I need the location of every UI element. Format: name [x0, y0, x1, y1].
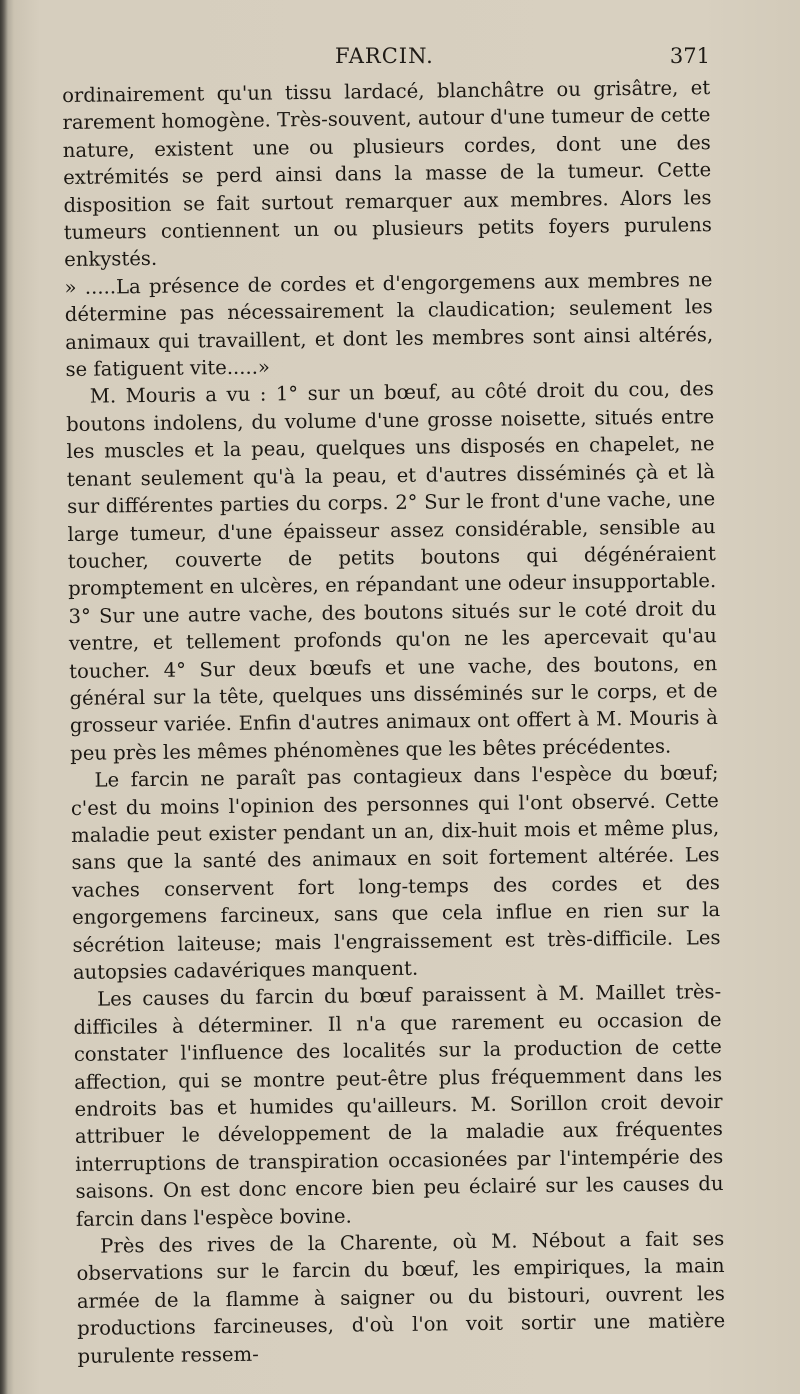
- paragraph-causes: Les causes du farcin du bœuf paraissent à M. Maillet très-difficiles à déterminer. Il n'a que rarement eu occasion de constater l'influence des localités sur la production de cette affection, qui se montre peut-être plus fréquemment dans les endroits bas et humides qu'ailleurs. M. Sorillon croit devoir attribuer le développement de la maladie aux fréquentes interruptions de transpiration occasionées par l'intempérie des saisons. On est donc encore bien peu éclairé sur les causes du farcin dans l'espèce bovine.: [73, 980, 724, 1231]
- page-binding-edge: [0, 0, 8, 1394]
- paragraph-mouris-observations: M. Mouris a vu : 1° sur un bœuf, au côté droit du cou, des boutons indolens, du volume d'une grosse noisette, situés entre les muscles et la peau, quelques uns disposés en chapelet, ne tenant seulement qu'à la peau, et d'autres disséminés çà et là sur différentes parties du corps. 2° Sur le front d'une vache, une large tumeur, d'une épaisseur assez considérable, sensible au toucher, couverte de petits boutons qui dégénéraient promptement en ulcères, en répandant une odeur insupportable. 3° Sur une autre vache, des boutons situés sur le coté droit du ventre, et tellement profonds qu'on ne les apercevait qu'au toucher. 4° Sur deux bœufs et une vache, des boutons, en général sur la tête, quelques uns disséminés sur le corps, et de grosseur variée. Enfin d'autres animaux ont offert à M. Mouris à peu près les mêmes phénomènes que les bêtes précédentes.: [66, 377, 718, 765]
- paragraph-quote-end: » .....La présence de cordes et d'engorgemens aux membres ne détermine pas nécessairement la claudication; seulement les animaux qui travaillent, et dont les membres sont ainsi altérés, se fatiguent vite.....»: [64, 267, 714, 382]
- running-head-title: FARCIN.: [335, 44, 434, 68]
- paragraph-continuation: ordinairement qu'un tissu lardacé, blanchâtre ou grisâtre, et rarement homogène. Très-souvent, autour d'une tumeur de cette nature, existent une ou plusieurs cordes, dont une des extrémités se perd ainsi dans la masse de la tumeur. Cette disposition se fait surtout remarquer aux membres. Alors les tumeurs contiennent un ou plusieurs petits foyers purulens enkystés.: [62, 76, 712, 272]
- paragraph-contagion: Le farcin ne paraît pas contagieux dans l'espèce du bœuf; c'est du moins l'opinion des personnes qui l'ont observé. Cette maladie peut exister pendant un an, dix-huit mois et même plus, sans que la santé des animaux en soit fortement altérée. Les vaches conservent fort long-temps des cordes et des engorgemens farcineux, sans que cela influe en rien sur la sécrétion laiteuse; mais l'engraissement est très-difficile. Les autopsies cadavériques manquent.: [70, 761, 721, 984]
- paragraph-charente: Près des rives de la Charente, où M. Nébout a fait ses observations sur le farcin du bœuf, les empiriques, la main armée de la flamme à saigner ou du bistouri, ouvrent les productions farcineuses, d'où l'on voit sortir une matière purulente ressem-: [76, 1227, 726, 1368]
- running-head: [60, 44, 710, 74]
- body-text: [62, 74, 726, 1368]
- page-number: 371: [669, 44, 710, 68]
